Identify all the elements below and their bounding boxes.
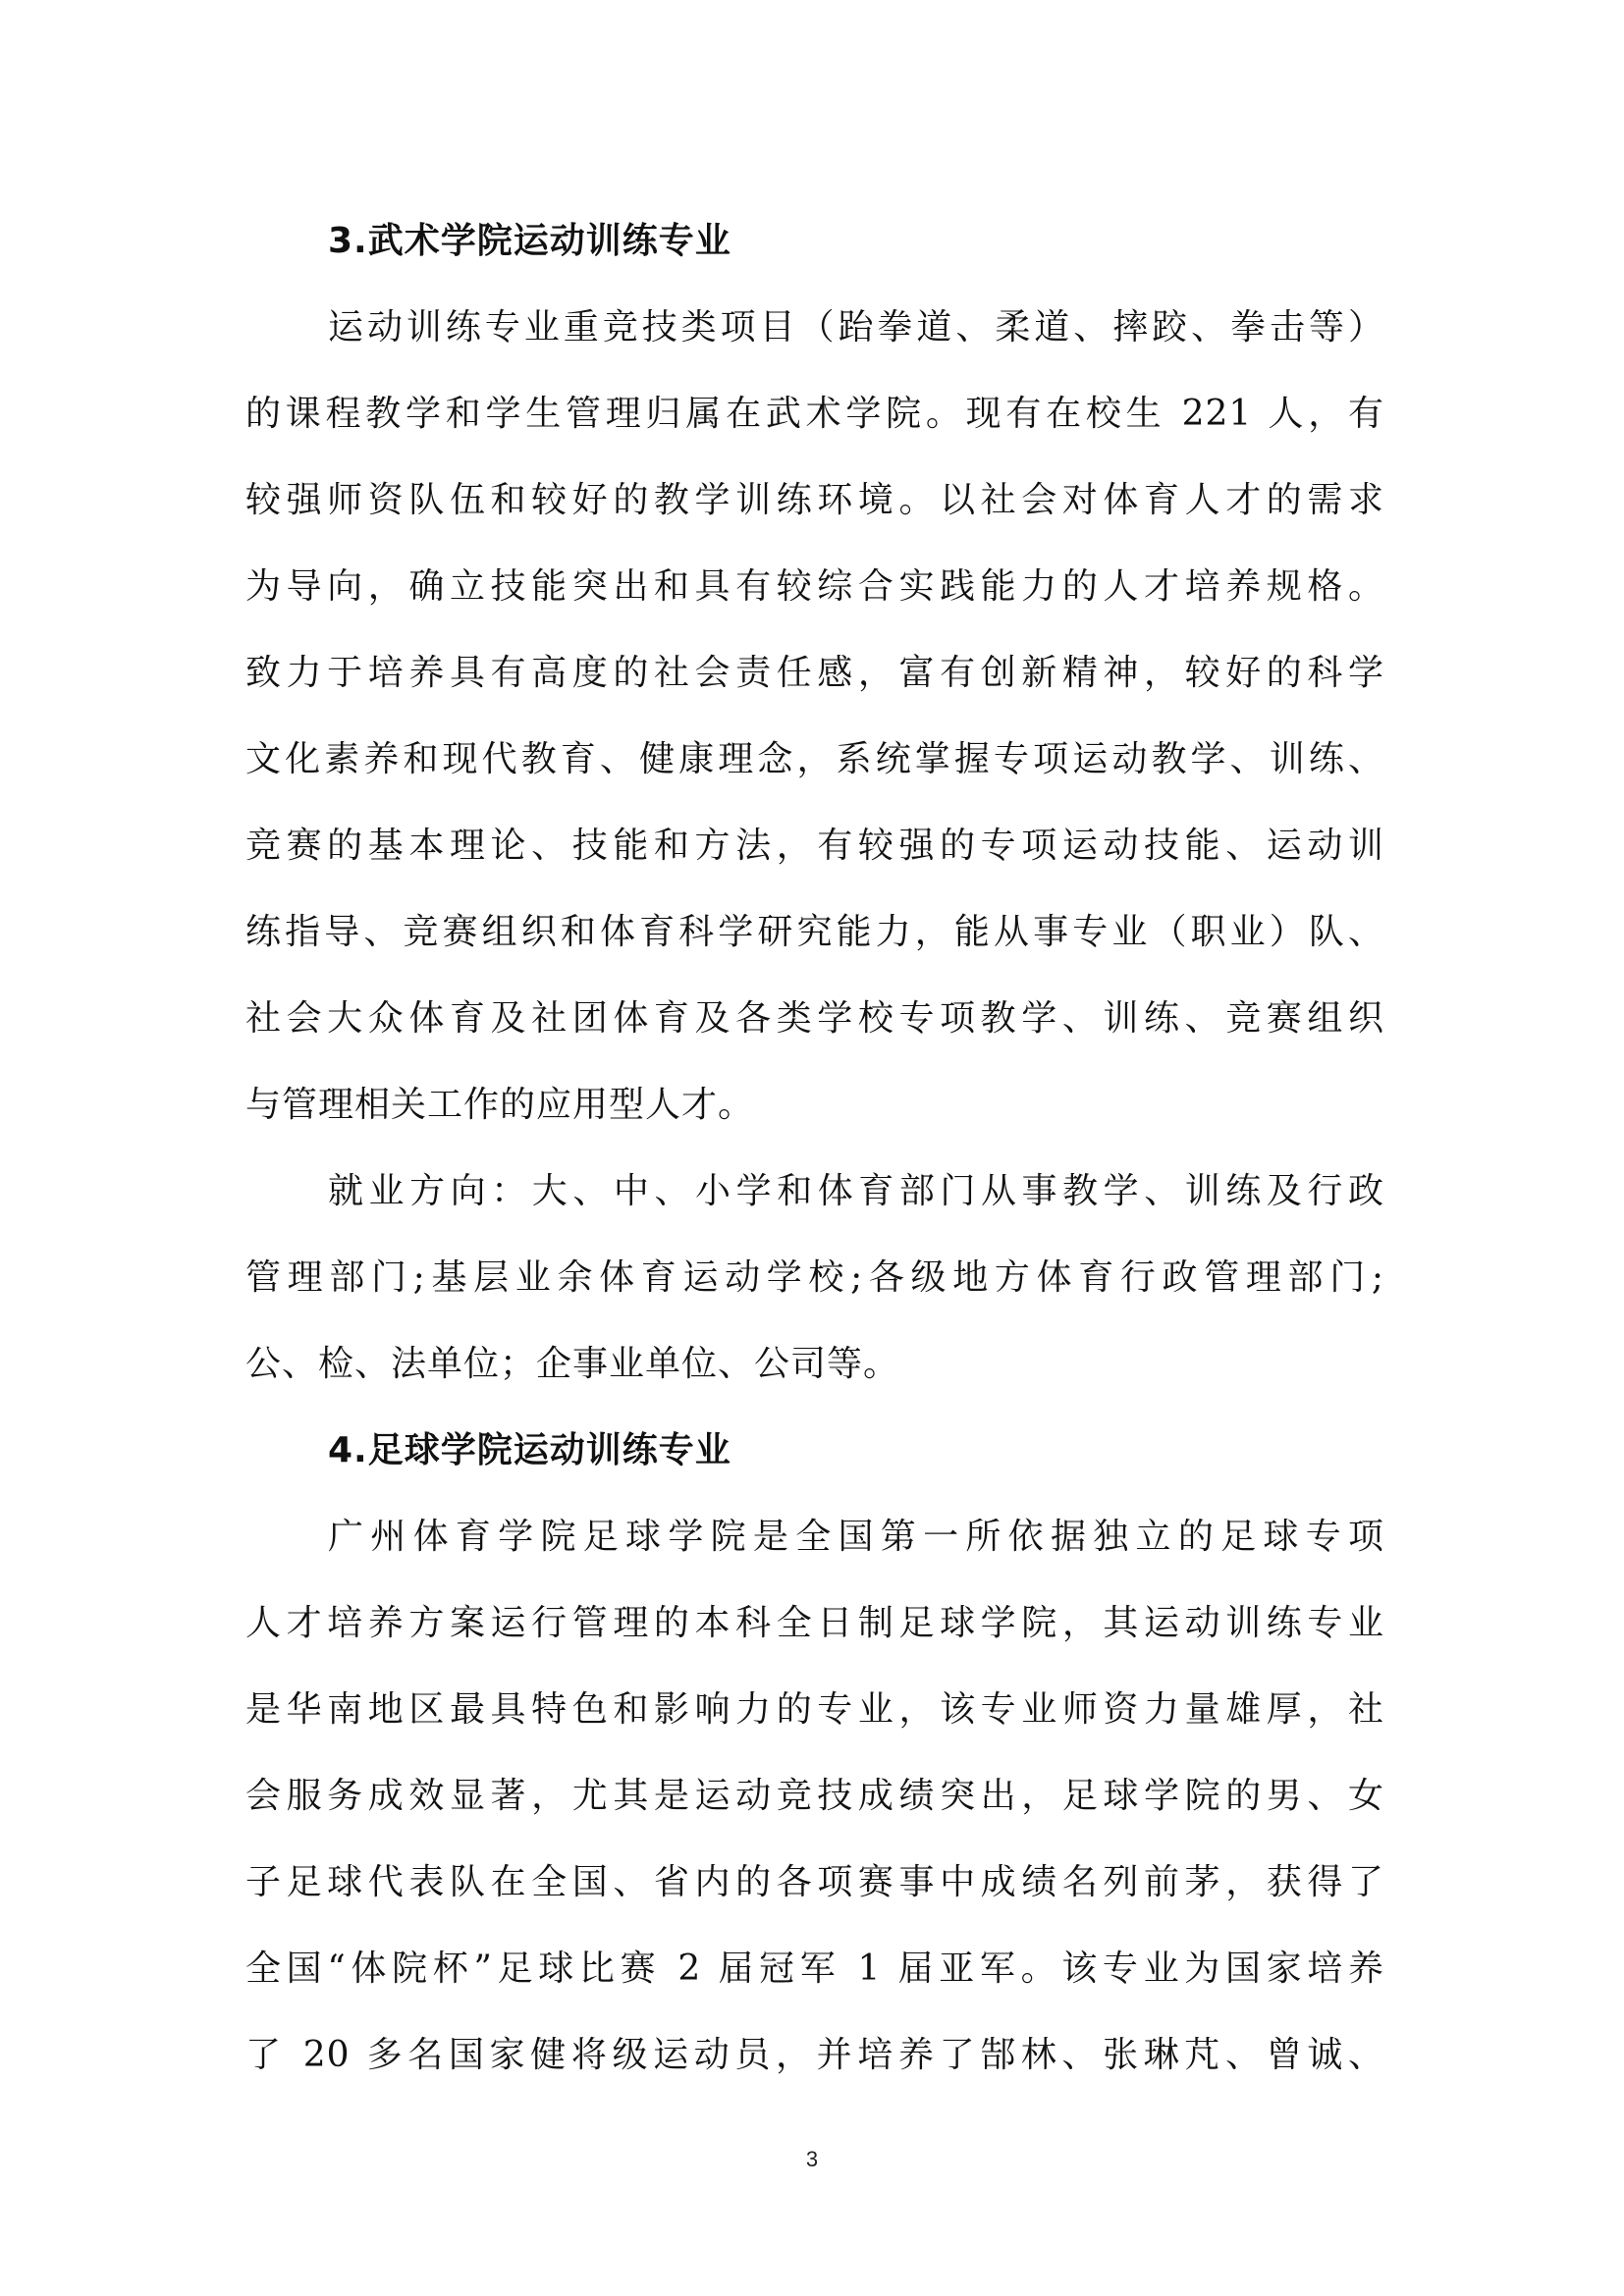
paragraph-line: 竞赛的基本理论、技能和方法，有较强的专项运动技能、运动训: [245, 826, 1384, 866]
paragraph-line: 社会大众体育及社团体育及各类学校专项教学、训练、竞赛组织: [245, 998, 1384, 1039]
paragraph-line: 子足球代表队在全国、省内的各项赛事中成绩名列前茅，获得了: [245, 1862, 1384, 1902]
paragraph-line: 为导向，确立技能突出和具有较综合实践能力的人才培养规格。: [245, 566, 1384, 607]
page-number: 3: [805, 2147, 819, 2171]
paragraph-line: 是华南地区最具特色和影响力的专业，该专业师资力量雄厚，社: [245, 1689, 1384, 1730]
paragraph-line: 练指导、竞赛组织和体育科学研究能力，能从事专业（职业）队、: [245, 912, 1384, 952]
paragraph-line: 管理部门;基层业余体育运动学校;各级地方体育行政管理部门;: [245, 1257, 1384, 1298]
paragraph-line: 与管理相关工作的应用型人才。: [245, 1085, 755, 1125]
paragraph-line: 了 20 多名国家健将级运动员，并培养了郜林、张琳芃、曾诚、: [245, 2035, 1384, 2075]
paragraph-line: 的课程教学和学生管理归属在武术学院。现有在校生 221 人，有: [245, 394, 1384, 434]
paragraph-line: 文化素养和现代教育、健康理念，系统掌握专项运动教学、训练、: [245, 739, 1384, 779]
section-heading: 4.足球学院运动训练专业: [328, 1430, 731, 1470]
paragraph-line: 全国“体院杯”足球比赛 2 届冠军 1 届亚军。该专业为国家培养: [245, 1949, 1384, 1989]
paragraph-line: 人才培养方案运行管理的本科全日制足球学院，其运动训练专业: [245, 1603, 1384, 1643]
paragraph-line: 会服务成效显著，尤其是运动竞技成绩突出，足球学院的男、女: [245, 1776, 1384, 1816]
paragraph-line: 公、检、法单位；企事业单位、公司等。: [245, 1344, 900, 1384]
paragraph-line: 运动训练专业重竞技类项目（跆拳道、柔道、摔跤、拳击等）: [328, 307, 1384, 347]
paragraph-line: 就业方向：大、中、小学和体育部门从事教学、训练及行政: [328, 1171, 1384, 1211]
paragraph-line: 广州体育学院足球学院是全国第一所依据独立的足球专项: [328, 1517, 1384, 1557]
paragraph-line: 较强师资队伍和较好的教学训练环境。以社会对体育人才的需求: [245, 480, 1384, 520]
section-heading: 3.武术学院运动训练专业: [328, 221, 731, 261]
paragraph-line: 致力于培养具有高度的社会责任感，富有创新精神，较好的科学: [245, 653, 1384, 693]
